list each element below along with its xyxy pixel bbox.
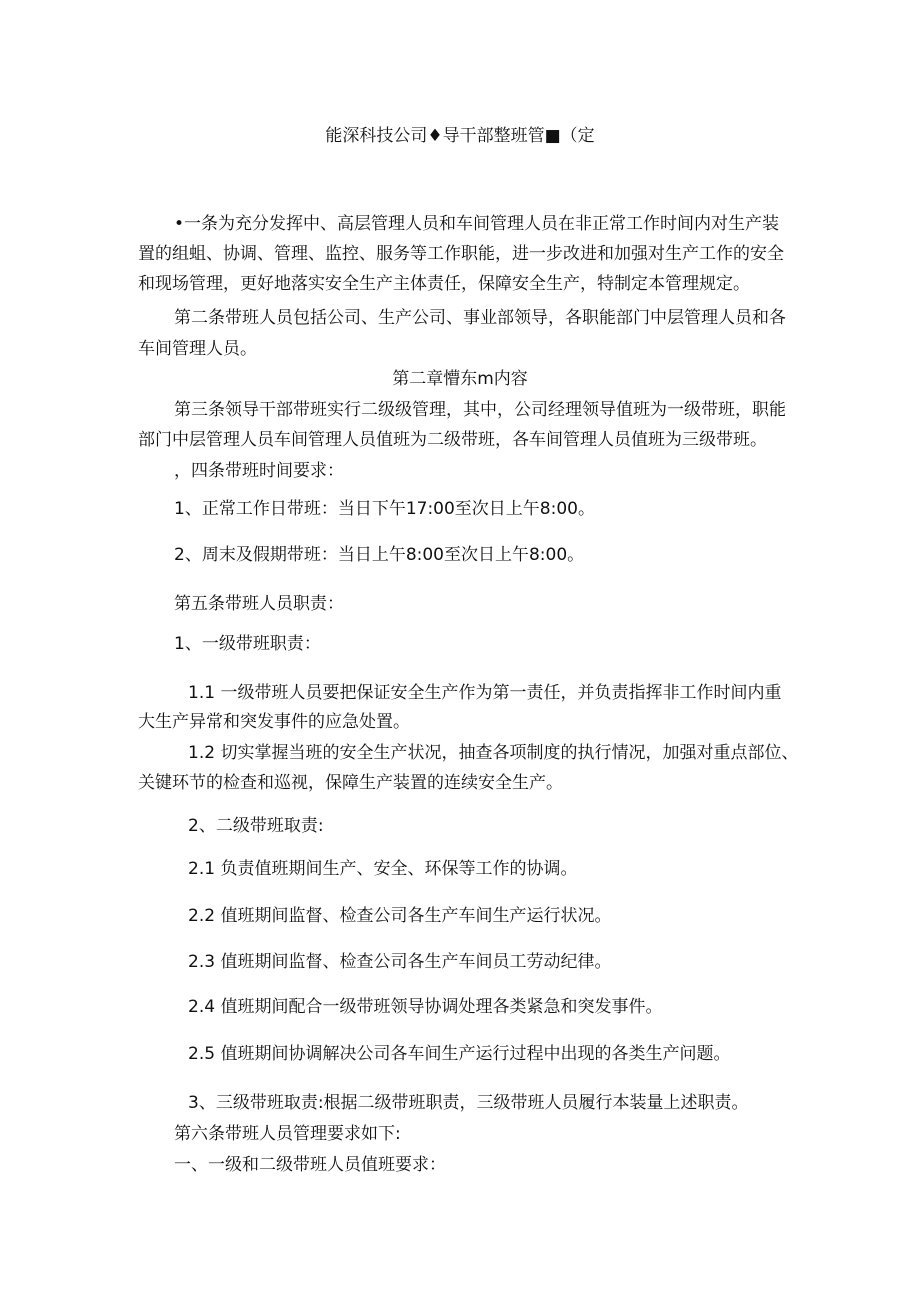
article5-sub2: 2、二级带班取责: [188, 816, 324, 836]
para1-line3: 和现场管理，更好地落实安全生产主体责任，保障安全生产，特制定本管理规定。 [138, 274, 750, 294]
item-2-3: 2.3 值班期间监督、检查公司各生产车间员工劳动纪律。 [188, 952, 612, 972]
article4-item1: 1、正常工作日带班：当日下午17:00至次日上午8:00。 [174, 499, 595, 519]
para3-line1: 第三条领导干部带班实行二级级管理，其中，公司经理领导值班为一级带班，职能 [174, 400, 786, 420]
item-1-2-line2: 关键环节的检查和巡视，保障生产装置的连续安全生产。 [138, 773, 563, 793]
para3-line2: 部门中层管理人员车间管理人员值班为二级带班，各车间管理人员值班为三级带班。 [138, 430, 767, 450]
item-2-5: 2.5 值班期间协调解决公司各车间生产运行过程中出现的各类生产问题。 [188, 1044, 731, 1064]
para2-line1: 第二条带班人员包括公司、生产公司、事业部领导，各职能部门中层管理人员和各 [174, 308, 786, 328]
item-2-4: 2.4 值班期间配合一级带班领导协调处理各类紧急和突发事件。 [188, 997, 663, 1017]
document-title: 能深科技公司♦导干部整班管■（定 [325, 126, 595, 146]
item-2-2: 2.2 值班期间监督、检查公司各生产车间生产运行状况。 [188, 906, 612, 926]
article4-item2: 2、周末及假期带班：当日上午8:00至次日上午8:00。 [174, 545, 585, 565]
para1-line2: 置的组蛆、协调、管理、监控、服务等工作职能，进一步改进和加强对生产工作的安全 [138, 244, 784, 264]
item-1-1-line2: 大生产异常和突发事件的应急处置。 [138, 712, 410, 732]
chapter-heading: 第二章懵东m内容 [392, 369, 528, 389]
article5-sub1: 1、一级带班职责： [174, 634, 321, 654]
item-1-2-line1: 1.2 切实掌握当班的安全生产状况，抽查各项制度的执行情况，加强对重点部位、 [188, 743, 799, 763]
article5-heading: 第五条带班人员职责： [174, 594, 344, 614]
item-2-1: 2.1 负责值班期间生产、安全、环保等工作的协调。 [188, 859, 578, 879]
article5-sub3: 3、三级带班取责:根据二级带班职责，三级带班人员履行本装量上述职责。 [188, 1093, 749, 1113]
para2-line2: 车间管理人员。 [138, 339, 257, 359]
item-1-1-line1: 1.1 一级带班人员要把保证安全生产作为第一责任，并负责指挥非工作时间内重 [188, 683, 782, 703]
article6-heading: 第六条带班人员管理要求如下: [174, 1124, 401, 1144]
para1-line1: •一条为充分发挥中、高层管理人员和车间管理人员在非正常工作时间内对生产装 [174, 214, 780, 234]
article6-sub1: 一、一级和二级带班人员值班要求： [174, 1155, 446, 1175]
article4-heading: ，四条带班时间要求： [174, 461, 344, 481]
